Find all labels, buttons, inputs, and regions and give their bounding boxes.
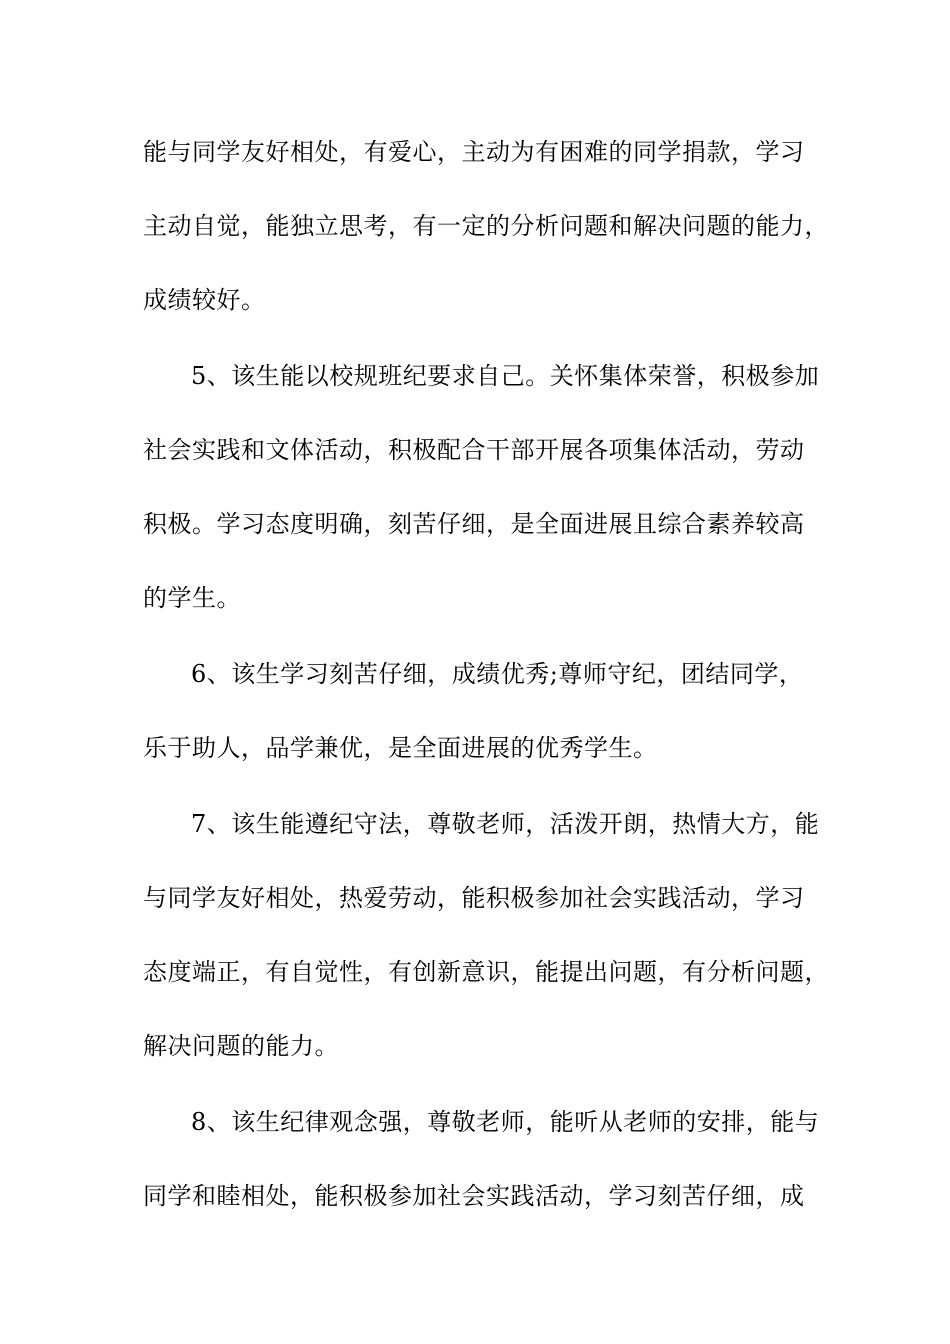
paragraph-4-line-2: 能与同学友好相处，有爱心，主动为有困难的同学捐款，学习 — [143, 138, 805, 166]
paragraph-8-line-1: 8、该生纪律观念强，尊敬老师，能听从老师的安排，能与 — [191, 1108, 820, 1136]
paragraph-5-line-3: 积极。学习态度明确，刻苦仔细，是全面进展且综合素养较高 — [143, 510, 805, 538]
paragraph-6-line-2: 乐于助人，品学兼优，是全面进展的优秀学生。 — [143, 734, 658, 762]
paragraph-6-line-1: 6、该生学习刻苦仔细，成绩优秀;尊师守纪，团结同学， — [191, 660, 804, 688]
paragraph-5-line-2: 社会实践和文体活动，积极配合干部开展各项集体活动，劳动 — [143, 436, 805, 464]
paragraph-5-line-1: 5、该生能以校规班纪要求自己。关怀集体荣誉，积极参加 — [191, 362, 820, 390]
paragraph-7-line-4: 解决问题的能力。 — [143, 1032, 339, 1060]
paragraph-7-line-1: 7、该生能遵纪守法，尊敬老师，活泼开朗，热情大方，能 — [191, 810, 820, 838]
paragraph-5-line-4: 的学生。 — [143, 584, 241, 612]
paragraph-7-line-3: 态度端正，有自觉性，有创新意识，能提出问题，有分析问题， — [143, 958, 829, 986]
paragraph-4-line-3: 主动自觉，能独立思考，有一定的分析问题和解决问题的能力， — [143, 212, 829, 240]
paragraph-4-line-4: 成绩较好。 — [143, 286, 266, 314]
paragraph-7-line-2: 与同学友好相处，热爱劳动，能积极参加社会实践活动，学习 — [143, 884, 805, 912]
paragraph-8-line-2: 同学和睦相处，能积极参加社会实践活动，学习刻苦仔细，成 — [143, 1182, 805, 1210]
